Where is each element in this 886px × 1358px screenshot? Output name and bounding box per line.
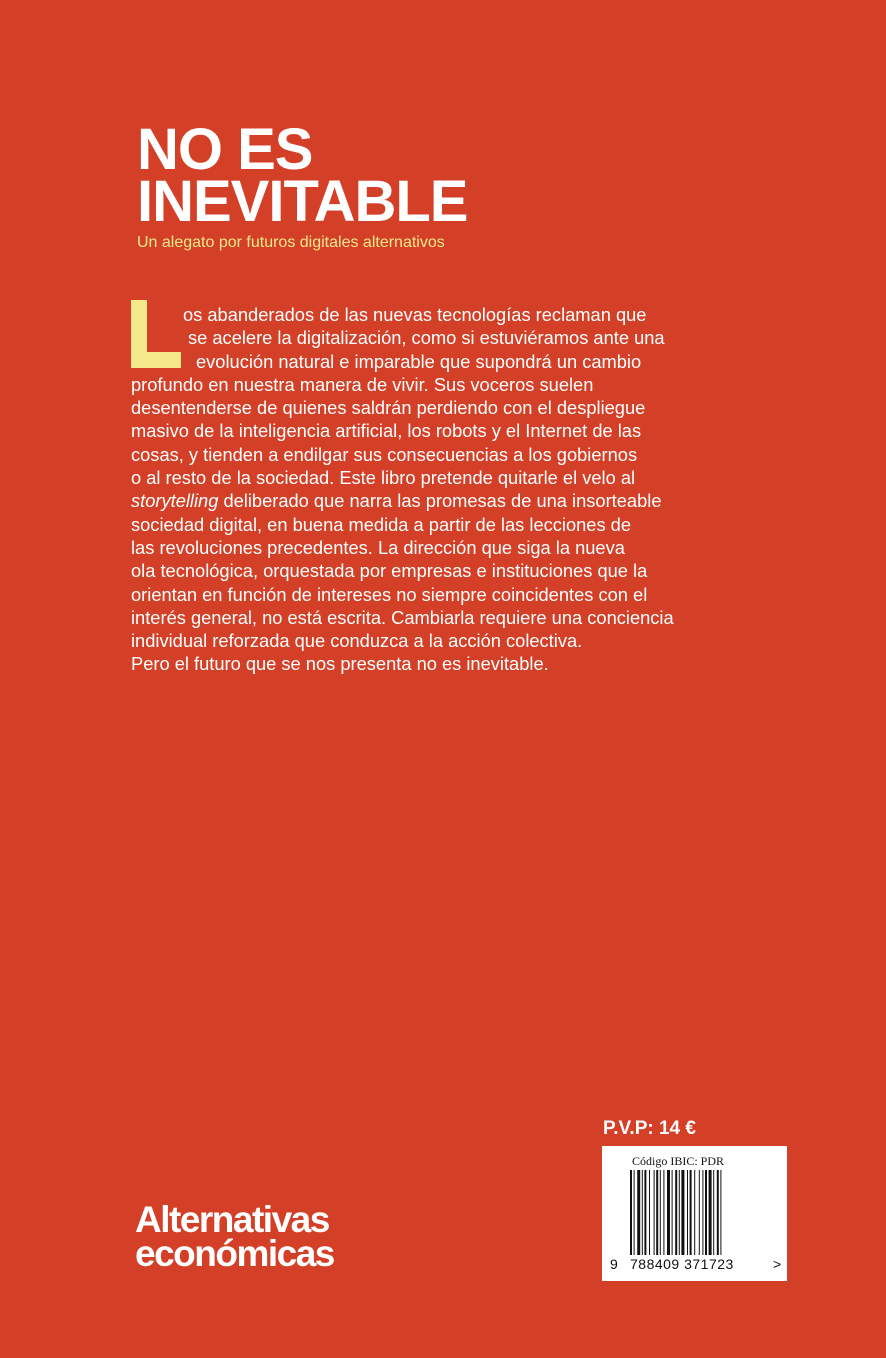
blurb-line: las revoluciones precedentes. La dirección que siga la nueva [131, 536, 625, 558]
blurb-line: profundo en nuestra manera de vivir. Sus voceros suelen [131, 373, 594, 395]
publisher-logo [135, 1199, 334, 1274]
isbn-digits: 788409 371723 [630, 1256, 734, 1272]
blurb-line: os abanderados de las nuevas tecnologías reclaman que [183, 304, 647, 325]
publisher-logo-line-1: Alternativas [135, 1199, 329, 1240]
title-block [137, 117, 468, 252]
book-subtitle: Un alegato por futuros digitales alternativos [137, 234, 445, 251]
blurb-line-rest: deliberado que narra las promesas de una insorteable [218, 490, 662, 512]
blurb-italic-term: storytelling [131, 490, 219, 512]
blurb-line: desentenderse de quienes saldrán perdiendo con el despliegue [131, 397, 646, 419]
blurb-line: orientan en función de intereses no siempre coincidentes con el [131, 583, 648, 605]
book-title-line-2: INEVITABLE [137, 169, 468, 234]
blurb-line: ola tecnológica, orquestada por empresas e instituciones que la [131, 560, 648, 582]
blurb-line: masivo de la inteligencia artificial, los robots y el Internet de las [131, 420, 642, 442]
blurb-line: sociedad digital, en buena medida a partir de las lecciones de [131, 513, 632, 535]
blurb-line: interés general, no está escrita. Cambiarla requiere una conciencia [131, 606, 674, 628]
isbn-arrow: > [773, 1256, 782, 1272]
blurb-line [131, 489, 751, 512]
blurb-line: evolución natural e imparable que supondrá un cambio [196, 350, 642, 372]
blurb-line: Pero el futuro que se nos presenta no es inevitable. [131, 653, 549, 675]
publisher-logo-line-2: económicas [135, 1233, 334, 1274]
blurb-line: o al resto de la sociedad. Este libro pretende quitarle el velo al [131, 467, 636, 489]
price-label: P.V.P: 14 € [603, 1118, 696, 1139]
blurb-line: cosas, y tienden a endilgar sus consecuencias a los gobiernos [131, 443, 638, 465]
blurb-text [131, 303, 751, 676]
ibic-code: Código IBIC: PDR [632, 1154, 725, 1168]
book-title-line-1: NO ES [137, 117, 313, 182]
isbn-first-digit: 9 [610, 1256, 619, 1272]
barcode-icon [630, 1170, 760, 1255]
blurb-line: individual reforzada que conduzca a la acción colectiva. [131, 630, 583, 652]
blurb-line: se acelere la digitalización, como si estuviéramos ante una [188, 327, 665, 349]
barcode-box [602, 1146, 787, 1281]
